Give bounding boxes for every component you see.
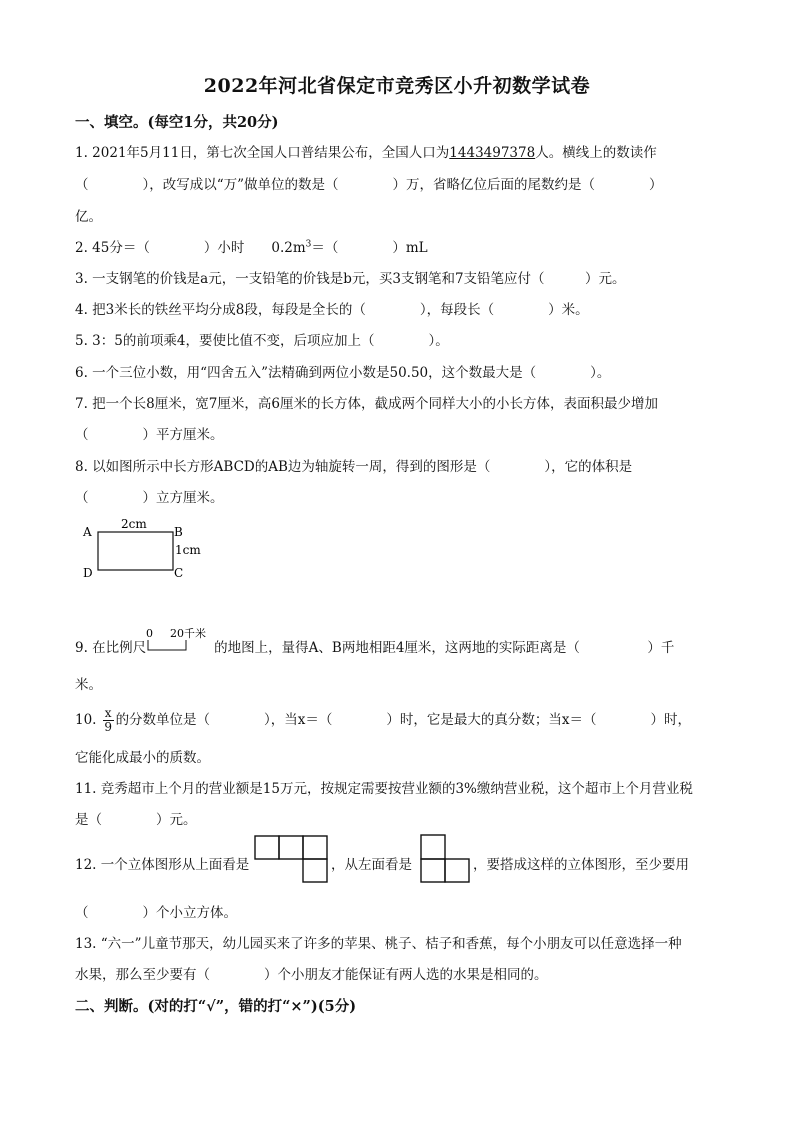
label-d: D: [83, 566, 93, 580]
question-11-line-2: 是（ ）元。: [75, 812, 197, 828]
question-2: [75, 236, 428, 256]
label-2cm: 2cm: [121, 517, 147, 531]
q2-text-b: ＝（ ）mL: [311, 240, 428, 256]
question-12-line-1: [75, 853, 249, 873]
q1-text-a: 1. 2021年5月11日，第七次全国人口普结果公布，全国人口为: [75, 145, 450, 161]
top-view-cell: [303, 836, 327, 859]
question-1-line-3: 亿。: [75, 209, 102, 225]
left-view-cell: [445, 859, 469, 882]
top-view-cell: [255, 836, 279, 859]
q12-text-c: ，要搭成这样的立体图形，至少要用: [473, 857, 689, 873]
question-8-line-2: （ ）立方厘米。: [75, 490, 224, 506]
question-13-line-1: 13. “六一”儿童节那天，幼儿园买来了许多的苹果、桃子、桔子和香蕉，每个小朋友可以任意选择一种: [75, 936, 682, 952]
rectangle-abcd-figure: [80, 515, 220, 583]
question-9-line-1: [75, 628, 675, 656]
q12-text-b: ，从左面看是: [331, 857, 412, 873]
q10-text-b: 的分数单位是（ ），当x＝（ ）时，它是最大的真分数；当x＝（ ）时，: [115, 712, 692, 728]
question-7-line-2: （ ）平方厘米。: [75, 427, 224, 443]
page-title: 2022年河北省保定市竞秀区小升初数学试卷: [203, 75, 591, 97]
label-1cm: 1cm: [175, 543, 201, 557]
fraction-x-over-9: [103, 707, 114, 734]
q2-cubic-superscript: 3: [305, 239, 312, 250]
q9-text-b: 的地图上，量得A、B两地相距4厘米，这两地的实际距离是（ ）千: [214, 640, 675, 656]
rectangle-abcd: [98, 532, 173, 570]
question-13-line-2: 水果，那么至少要有（ ）个小朋友才能保证有两人选的水果是相同的。: [75, 967, 548, 983]
question-4: 4. 把3米长的铁丝平均分成8段，每段是全长的（ ），每段长（ ）米。: [75, 302, 589, 318]
question-11-line-1: 11. 竞秀超市上个月的营业额是15万元，按规定需要按营业额的3%缴纳营业税，这个超市上个月营业税: [75, 781, 693, 797]
left-view-cell: [421, 835, 445, 859]
question-5: 5. 3：5的前项乘4，要使比值不变，后项应加上（ ）。: [75, 333, 449, 349]
label-b: B: [174, 525, 183, 539]
section-one-heading: 一、填空。(每空1分，共20分): [75, 114, 279, 131]
label-a: A: [83, 525, 92, 539]
fraction-numerator: x: [104, 706, 112, 720]
q1-text-b: 人。横线上的数读作: [535, 145, 657, 161]
q12-text-a: 12. 一个立体图形从上面看是: [75, 857, 250, 873]
top-view-cell: [303, 859, 327, 882]
fraction-denominator: 9: [104, 720, 112, 734]
top-view-figure: [254, 835, 328, 885]
question-9-line-2: 米。: [75, 677, 102, 693]
question-12-line-2: （ ）个小立方体。: [75, 905, 237, 921]
question-1-line-2: （ ），改写成以“万”做单位的数是（ ）万，省略亿位后面的尾数约是（ ）: [75, 177, 663, 193]
q1-population-number: 1443497378: [449, 145, 536, 161]
question-10-line-2: 它能化成最小的质数。: [75, 750, 210, 766]
question-10-line-1: [75, 707, 691, 734]
scale-20km-label: 20千米: [170, 628, 207, 640]
q9-text-a: 9. 在比例尺: [75, 640, 147, 656]
question-8-line-1: 8. 以如图所示中长方形ABCD的AB边为轴旋转一周，得到的图形是（ ），它的体积是: [75, 459, 633, 475]
q2-text-a: 2. 45分＝（ ）小时 0.2m: [75, 240, 306, 256]
question-6: 6. 一个三位小数，用“四舍五入”法精确到两位小数是50.50，这个数最大是（ ）。: [75, 365, 611, 381]
left-view-figure: [420, 834, 470, 884]
question-3: 3. 一支钢笔的价钱是a元，一支铅笔的价钱是b元，买3支钢笔和7支铅笔应付（ ）元。: [75, 271, 626, 287]
label-c: C: [174, 566, 184, 580]
left-view-cell: [421, 859, 445, 882]
scale-bar-line: [148, 640, 186, 650]
question-7-line-1: 7. 把一个长8厘米，宽7厘米，高6厘米的长方体，截成两个同样大小的小长方体，表面积最少增加: [75, 396, 658, 412]
top-view-cell: [279, 836, 303, 859]
q10-number: 10.: [75, 712, 97, 728]
section-two-heading: 二、判断。(对的打“√”，错的打“×”)(5分): [75, 998, 357, 1015]
question-1-line-1: [75, 141, 657, 161]
scale-zero-label: 0: [146, 628, 154, 640]
scale-bar: [146, 628, 214, 654]
